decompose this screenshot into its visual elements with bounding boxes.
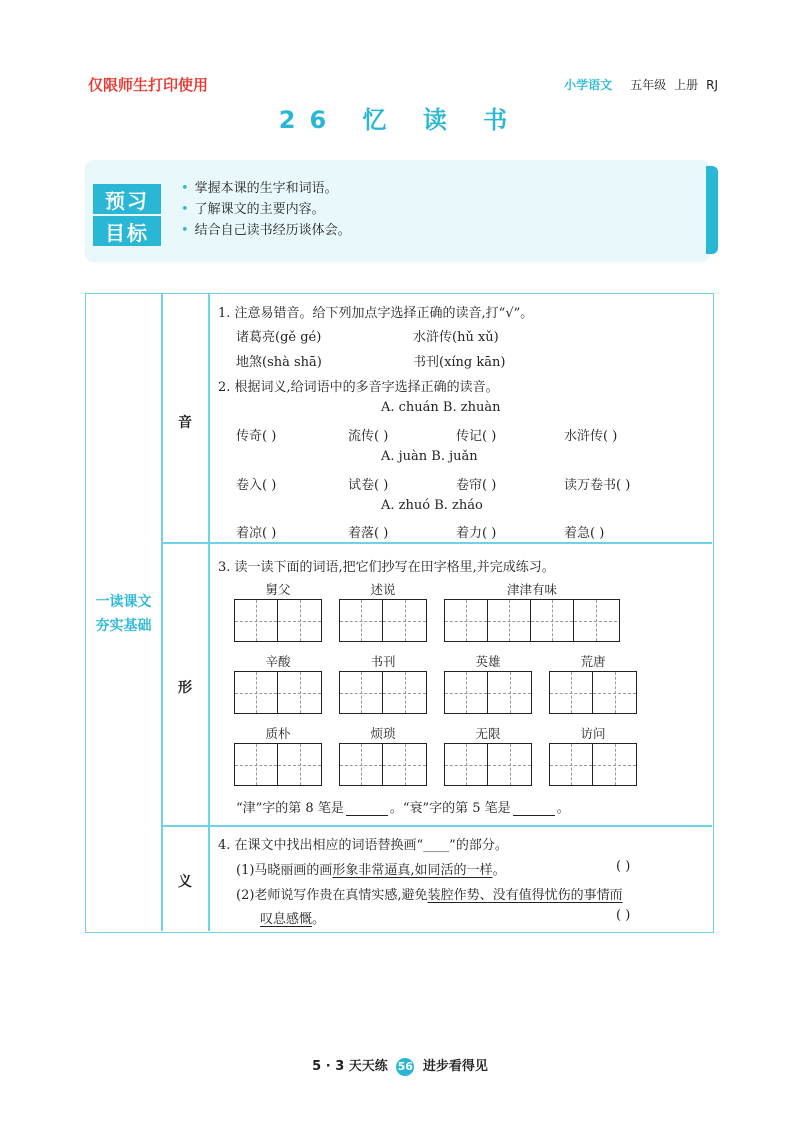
print-restriction-label: 仅限师生打印使用 (88, 76, 209, 94)
exercise-table (85, 293, 714, 933)
tianzige-box[interactable] (549, 671, 637, 714)
q4-answer-paren[interactable]: ( ) (616, 908, 631, 923)
category-meaning: 义 (178, 874, 192, 890)
word-label: 述说 (370, 582, 396, 597)
category-form: 形 (178, 680, 192, 696)
q2-word: 着力( ) (456, 526, 497, 541)
q2-word: 着凉( ) (236, 526, 277, 541)
tianzige-box[interactable] (444, 743, 532, 786)
column-divider (208, 294, 210, 931)
q2-word: 着落( ) (348, 526, 389, 541)
tianzige-box[interactable] (234, 743, 322, 786)
q2-options-zhuo: A. zhuó B. zháo (381, 498, 483, 513)
word-label: 质朴 (265, 726, 291, 741)
q3-stem: 3. 读一读下面的词语,把它们抄写在田字格里,并完成练习。 (218, 560, 555, 575)
q2-stem: 2. 根据词义,给词语中的多音字选择正确的读音。 (218, 380, 499, 395)
goals-badge-bottom: 目标 (93, 216, 161, 246)
q2-word: 传记( ) (456, 429, 497, 444)
category-sound: 音 (178, 415, 192, 431)
tianzige-box[interactable] (339, 599, 427, 642)
goal-item: • 结合自己读书经历谈体会。 (181, 223, 351, 238)
tianzige-box[interactable] (234, 671, 322, 714)
column-divider (161, 294, 163, 931)
q2-word: 试卷( ) (348, 478, 389, 493)
q2-options-juan: A. juàn B. juǎn (381, 449, 478, 464)
goal-list (181, 178, 351, 241)
q1-stem: 1. 注意易错音。给下列加点字选择正确的读音,打“√”。 (218, 306, 534, 321)
word-label: 访问 (580, 726, 606, 741)
tianzige-box[interactable] (339, 671, 427, 714)
tianzige-box[interactable] (549, 743, 637, 786)
word-label: 津津有味 (506, 582, 557, 597)
q2-word: 卷帘( ) (456, 478, 497, 493)
q1-item-shuihuzhuan: 水浒传(hǔ xǔ) (413, 330, 499, 345)
q2-word: 着急( ) (564, 526, 605, 541)
q2-word: 读万卷书( ) (564, 478, 631, 493)
row-divider (161, 825, 712, 827)
q2-word: 水浒传( ) (564, 429, 618, 444)
q2-options-chuan: A. chuán B. zhuàn (381, 400, 501, 415)
volume-label: 上册 (674, 78, 699, 92)
subject-label: 小学语文 (564, 78, 613, 92)
tianzige-box[interactable] (444, 599, 620, 642)
edition-label: RJ (706, 78, 718, 92)
goals-badge-top: 预习 (93, 184, 161, 214)
q2-word: 卷入( ) (236, 478, 277, 493)
tianzige-box[interactable] (339, 743, 427, 786)
footer-brand: 5 · 3 天天练 (312, 1059, 388, 1074)
word-label: 书刊 (370, 654, 396, 669)
page-number: 56 (396, 1058, 414, 1076)
q1-item-shukan: 书刊(xíng kān) (413, 355, 506, 370)
word-label: 舅父 (265, 582, 291, 597)
word-label: 无限 (475, 726, 501, 741)
q4-sentence-2-cont: 叹息感慨。 (260, 912, 326, 927)
q4-stem: 4. 在课文中找出相应的词语替换画“____”的部分。 (218, 838, 508, 853)
tianzige-box[interactable] (444, 671, 532, 714)
goals-tab-decoration (706, 166, 718, 254)
q3-stroke-question: “津”字的第 8 笔是 。“衰”字的第 5 笔是 。 (236, 801, 570, 816)
book-info (556, 76, 718, 93)
word-label: 荒唐 (580, 654, 606, 669)
q2-word: 传奇( ) (236, 429, 277, 444)
q4-sentence-1: (1)马晓丽画的画形象非常逼真,如同活的一样。 (236, 863, 506, 878)
grade-label: 五年级 (630, 78, 667, 92)
answer-blank[interactable] (513, 815, 555, 816)
q2-word: 流传( ) (348, 429, 389, 444)
lesson-title: 26 忆 读 书 (278, 106, 522, 134)
goal-item: • 掌握本课的生字和词语。 (181, 181, 338, 196)
answer-blank[interactable] (346, 815, 388, 816)
q1-item-disha: 地煞(shà shā) (236, 355, 322, 370)
page-footer (0, 1055, 800, 1076)
preview-goals-box (85, 160, 710, 262)
goal-item: • 了解课文的主要内容。 (181, 202, 325, 217)
tianzige-box[interactable] (234, 599, 322, 642)
q4-answer-paren[interactable]: ( ) (616, 859, 631, 874)
footer-slogan: 进步看得见 (422, 1059, 488, 1074)
word-label: 烦琐 (370, 726, 396, 741)
word-label: 辛酸 (265, 654, 291, 669)
section-title: 一读课文 夯实基础 (95, 594, 152, 634)
q4-sentence-2: (2)老师说写作贵在真情实感,避免装腔作势、没有值得忧伤的事情而 (236, 888, 623, 903)
row-divider (161, 542, 712, 544)
q1-item-zhugeliang: 诸葛亮(gě gé) (236, 330, 322, 345)
word-label: 英雄 (475, 654, 501, 669)
